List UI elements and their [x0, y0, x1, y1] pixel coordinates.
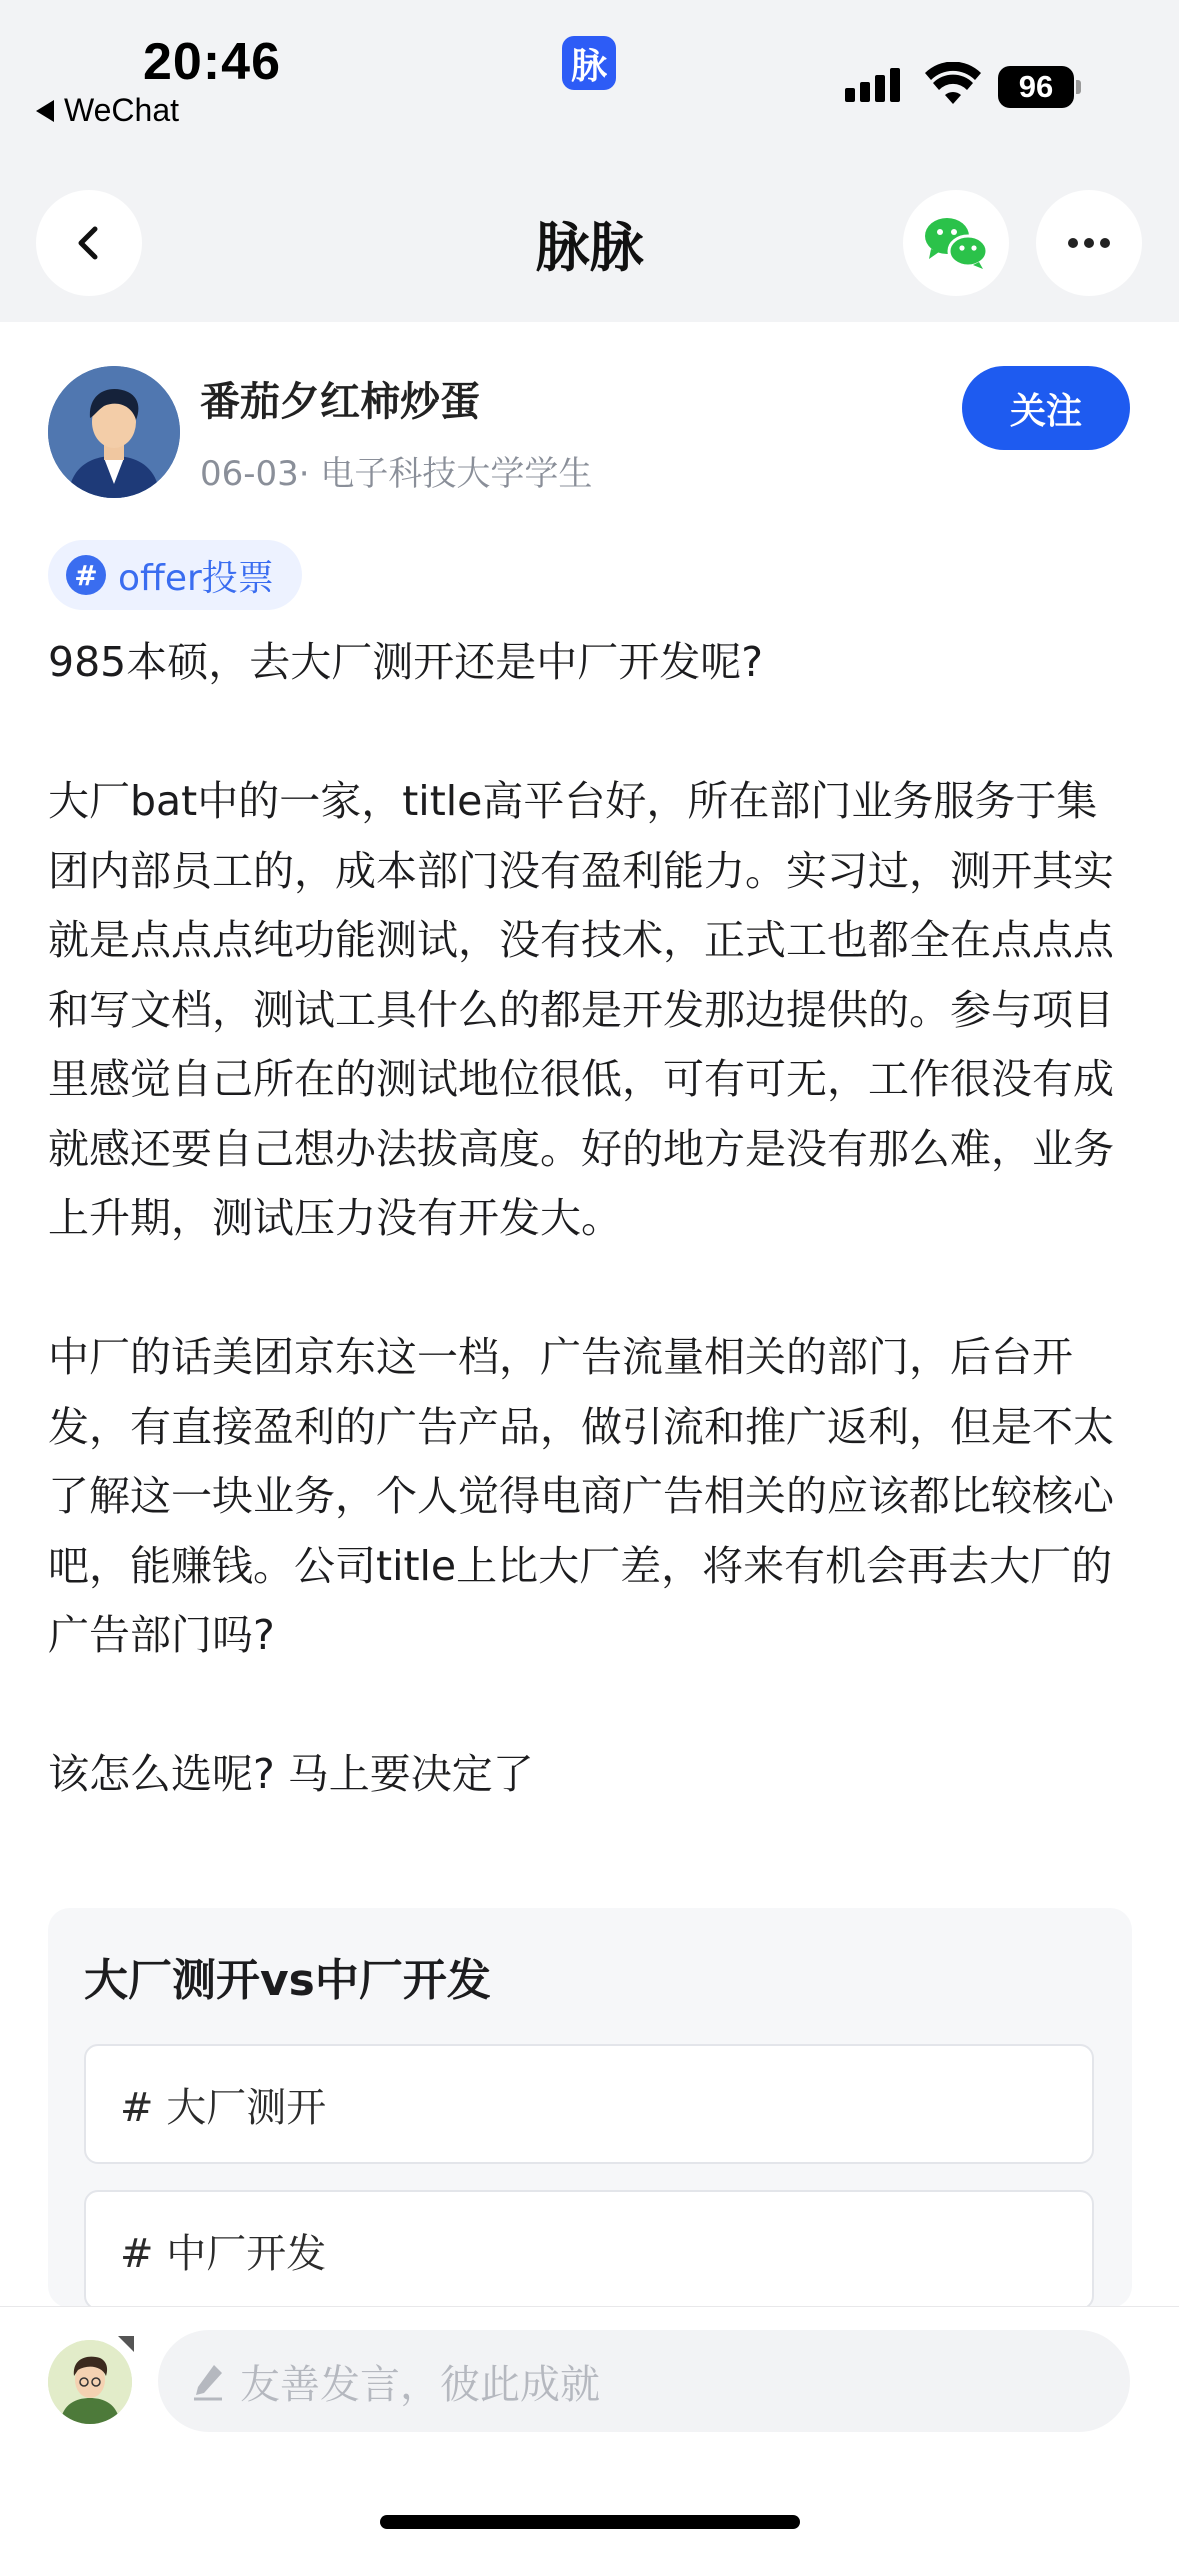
post-title-line: 985本硕，去大厂测开还是中厂开发呢? — [48, 638, 764, 686]
topic-tag[interactable] — [48, 540, 302, 610]
avatar-corner-indicator — [118, 2336, 134, 2352]
post-paragraph: 中厂的话美团京东这一档，广告流量相关的部门，后台开发，有直接盈利的广告产品，做引流和推广返利，但是不太了解这一块业务，个人觉得电商广告相关的应该都比较核心吧，能赚钱。公司title上比大厂差，将来有机会再去大厂的广告部门吗? — [48, 1333, 1114, 1659]
vote-option[interactable]: # 中厂开发 — [84, 2190, 1094, 2310]
pencil-icon — [192, 2361, 226, 2401]
status-time: 20:46 — [143, 33, 281, 91]
vote-title: 大厂测开vs中厂开发 — [84, 1955, 491, 2006]
author-avatar[interactable] — [48, 366, 180, 498]
battery-indicator: 96 — [998, 66, 1074, 108]
more-button[interactable] — [1036, 190, 1142, 296]
wechat-share-button[interactable] — [903, 190, 1009, 296]
vote-card — [48, 1908, 1132, 2308]
follow-button[interactable]: 关注 — [962, 366, 1130, 450]
back-to-app-link[interactable] — [36, 92, 179, 129]
back-triangle-icon — [36, 100, 54, 122]
hashtag-icon: # — [66, 555, 106, 595]
page-title: 脉脉 — [535, 216, 644, 279]
post-closing: 该怎么选呢? 马上要决定了 — [48, 1750, 534, 1798]
author-avatar-illustration — [48, 366, 180, 498]
post-paragraph: 大厂bat中的一家，title高平台好，所在部门业务服务于集团内部员工的，成本部门没有盈利能力。实习过，测开其实就是点点点纯功能测试，没有技术，正式工也都全在点点点和写文档，测试工具什么的都是开发那边提供的。参与项目里感觉自己所在的测试地位很低，可有可无，工作很没有成就感还要自己想办法拔高度。好的地方是没有那么难，业务上升期，测试压力没有开发大。 — [48, 777, 1114, 1242]
wifi-icon — [925, 62, 981, 106]
comment-placeholder: 友善发言，彼此成就 — [240, 2361, 600, 2408]
my-avatar-illustration — [48, 2340, 132, 2424]
post-content — [48, 628, 1138, 1810]
author-name[interactable]: 番茄夕红柿炒蛋 — [200, 379, 480, 425]
topic-label: offer投票 — [118, 557, 274, 599]
battery-tip — [1076, 80, 1081, 94]
comment-input[interactable] — [158, 2330, 1130, 2432]
back-app-label: WeChat — [64, 92, 180, 128]
home-indicator[interactable] — [380, 2515, 800, 2529]
my-avatar[interactable] — [48, 2340, 132, 2424]
cellular-signal-icon — [845, 68, 900, 102]
more-dots-icon — [1067, 237, 1111, 249]
app-badge-icon: 脉 — [562, 36, 616, 90]
wechat-icon — [923, 215, 989, 271]
vote-option[interactable]: # 大厂测开 — [84, 2044, 1094, 2164]
author-meta: 06-03· 电子科技大学学生 — [200, 454, 593, 494]
